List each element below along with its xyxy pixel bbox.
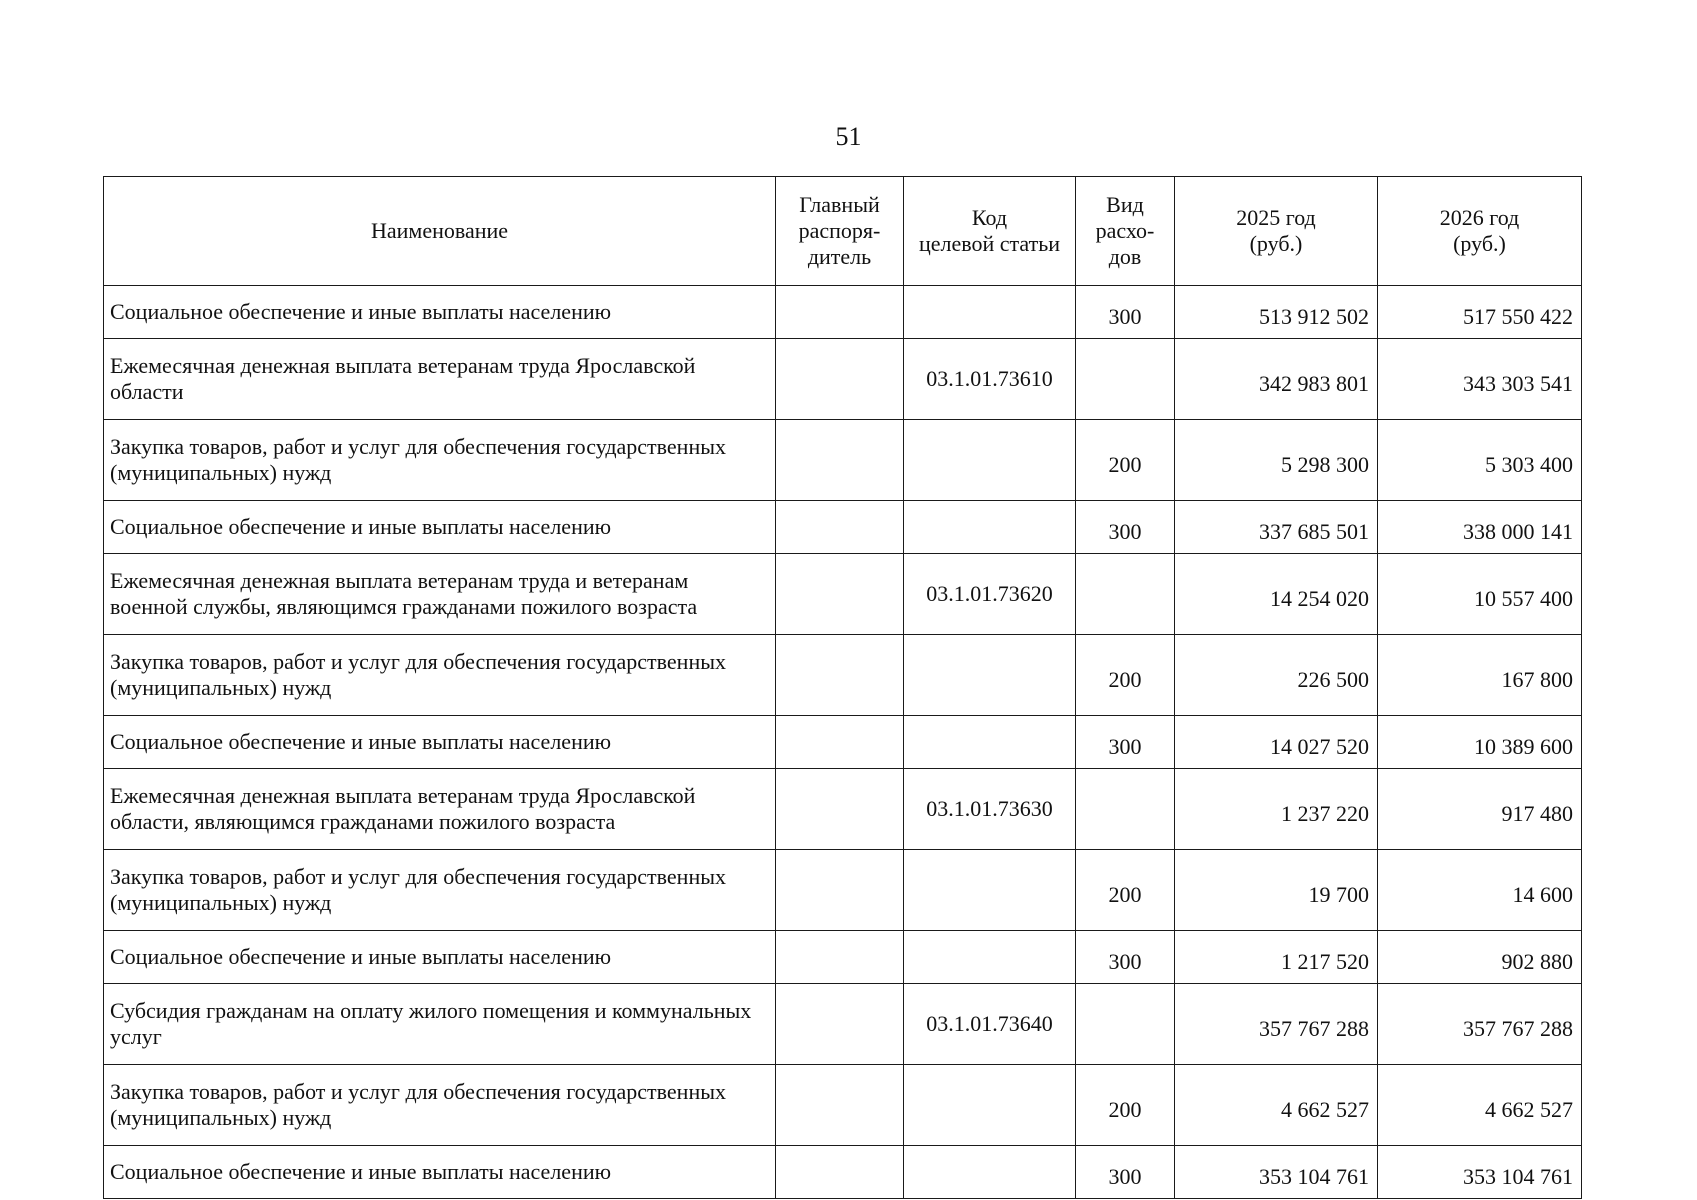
cell-code bbox=[904, 420, 1076, 501]
header-manager: Главный распоря- дитель bbox=[776, 177, 904, 286]
cell-kind bbox=[1076, 554, 1175, 635]
cell-amount-2025: 342 983 801 bbox=[1175, 339, 1378, 420]
cell-code bbox=[904, 635, 1076, 716]
cell-name: Закупка товаров, работ и услуг для обеспечения государственных (муниципальных) нужд bbox=[104, 1065, 776, 1146]
cell-name: Закупка товаров, работ и услуг для обеспечения государственных (муниципальных) нужд bbox=[104, 635, 776, 716]
cell-kind: 300 bbox=[1076, 716, 1175, 769]
cell-manager bbox=[776, 286, 904, 339]
cell-name: Социальное обеспечение и иные выплаты населению bbox=[104, 1146, 776, 1199]
cell-code: 03.1.01.73630 bbox=[904, 769, 1076, 850]
table-row bbox=[104, 554, 1582, 635]
cell-name: Закупка товаров, работ и услуг для обеспечения государственных (муниципальных) нужд bbox=[104, 850, 776, 931]
cell-kind: 300 bbox=[1076, 286, 1175, 339]
cell-amount-2026: 917 480 bbox=[1378, 769, 1582, 850]
cell-amount-2026: 517 550 422 bbox=[1378, 286, 1582, 339]
cell-kind: 200 bbox=[1076, 850, 1175, 931]
header-year-2025: 2025 год (руб.) bbox=[1175, 177, 1378, 286]
cell-manager bbox=[776, 850, 904, 931]
table-row bbox=[104, 1065, 1582, 1146]
cell-kind: 300 bbox=[1076, 501, 1175, 554]
cell-amount-2025: 337 685 501 bbox=[1175, 501, 1378, 554]
cell-amount-2026: 5 303 400 bbox=[1378, 420, 1582, 501]
cell-manager bbox=[776, 420, 904, 501]
cell-code: 03.1.01.73620 bbox=[904, 554, 1076, 635]
budget-table bbox=[103, 176, 1582, 1199]
cell-amount-2025: 226 500 bbox=[1175, 635, 1378, 716]
cell-manager bbox=[776, 339, 904, 420]
header-name: Наименование bbox=[104, 177, 776, 286]
cell-name: Социальное обеспечение и иные выплаты населению bbox=[104, 931, 776, 984]
cell-amount-2025: 5 298 300 bbox=[1175, 420, 1378, 501]
table-row bbox=[104, 635, 1582, 716]
cell-amount-2025: 14 254 020 bbox=[1175, 554, 1378, 635]
cell-name: Ежемесячная денежная выплата ветеранам труда Ярославской области, являющимся гражданами пожилого возраста bbox=[104, 769, 776, 850]
cell-manager bbox=[776, 1065, 904, 1146]
cell-name: Ежемесячная денежная выплата ветеранам труда и ветеранам военной службы, являющимся гражданами пожилого возраста bbox=[104, 554, 776, 635]
cell-code bbox=[904, 716, 1076, 769]
cell-manager bbox=[776, 716, 904, 769]
cell-kind: 300 bbox=[1076, 931, 1175, 984]
cell-amount-2025: 4 662 527 bbox=[1175, 1065, 1378, 1146]
cell-manager bbox=[776, 501, 904, 554]
cell-amount-2026: 357 767 288 bbox=[1378, 984, 1582, 1065]
header-code: Код целевой статьи bbox=[904, 177, 1076, 286]
table-body bbox=[104, 286, 1582, 1199]
cell-amount-2026: 343 303 541 bbox=[1378, 339, 1582, 420]
table-row bbox=[104, 1146, 1582, 1199]
table-header-row bbox=[104, 177, 1582, 286]
table-row bbox=[104, 931, 1582, 984]
cell-kind: 200 bbox=[1076, 420, 1175, 501]
page-number: 51 bbox=[835, 122, 862, 151]
cell-manager bbox=[776, 931, 904, 984]
cell-manager bbox=[776, 554, 904, 635]
cell-amount-2025: 353 104 761 bbox=[1175, 1146, 1378, 1199]
cell-kind: 300 bbox=[1076, 1146, 1175, 1199]
header-kind: Вид расхо- дов bbox=[1076, 177, 1175, 286]
table-row bbox=[104, 769, 1582, 850]
cell-amount-2025: 357 767 288 bbox=[1175, 984, 1378, 1065]
cell-amount-2026: 10 389 600 bbox=[1378, 716, 1582, 769]
cell-manager bbox=[776, 769, 904, 850]
cell-kind bbox=[1076, 984, 1175, 1065]
table-row bbox=[104, 420, 1582, 501]
cell-amount-2026: 167 800 bbox=[1378, 635, 1582, 716]
table-row bbox=[104, 286, 1582, 339]
table-row bbox=[104, 501, 1582, 554]
cell-amount-2025: 1 237 220 bbox=[1175, 769, 1378, 850]
header-year-2026: 2026 год (руб.) bbox=[1378, 177, 1582, 286]
cell-amount-2026: 902 880 bbox=[1378, 931, 1582, 984]
cell-code bbox=[904, 1065, 1076, 1146]
cell-amount-2025: 513 912 502 bbox=[1175, 286, 1378, 339]
cell-amount-2025: 1 217 520 bbox=[1175, 931, 1378, 984]
cell-name: Социальное обеспечение и иные выплаты населению bbox=[104, 501, 776, 554]
cell-name: Субсидия гражданам на оплату жилого помещения и коммунальных услуг bbox=[104, 984, 776, 1065]
table-row bbox=[104, 850, 1582, 931]
table-row bbox=[104, 716, 1582, 769]
cell-name: Социальное обеспечение и иные выплаты населению bbox=[104, 286, 776, 339]
cell-code: 03.1.01.73610 bbox=[904, 339, 1076, 420]
cell-manager bbox=[776, 635, 904, 716]
cell-amount-2025: 19 700 bbox=[1175, 850, 1378, 931]
cell-manager bbox=[776, 1146, 904, 1199]
cell-kind: 200 bbox=[1076, 635, 1175, 716]
cell-kind bbox=[1076, 769, 1175, 850]
cell-name: Ежемесячная денежная выплата ветеранам труда Ярославской области bbox=[104, 339, 776, 420]
cell-code bbox=[904, 850, 1076, 931]
cell-amount-2026: 14 600 bbox=[1378, 850, 1582, 931]
cell-code bbox=[904, 931, 1076, 984]
cell-code bbox=[904, 1146, 1076, 1199]
cell-amount-2026: 353 104 761 bbox=[1378, 1146, 1582, 1199]
cell-kind: 200 bbox=[1076, 1065, 1175, 1146]
cell-manager bbox=[776, 984, 904, 1065]
cell-code bbox=[904, 286, 1076, 339]
cell-name: Закупка товаров, работ и услуг для обеспечения государственных (муниципальных) нужд bbox=[104, 420, 776, 501]
cell-amount-2026: 4 662 527 bbox=[1378, 1065, 1582, 1146]
cell-code bbox=[904, 501, 1076, 554]
table-row bbox=[104, 984, 1582, 1065]
cell-amount-2026: 10 557 400 bbox=[1378, 554, 1582, 635]
cell-kind bbox=[1076, 339, 1175, 420]
cell-amount-2025: 14 027 520 bbox=[1175, 716, 1378, 769]
cell-code: 03.1.01.73640 bbox=[904, 984, 1076, 1065]
cell-name: Социальное обеспечение и иные выплаты населению bbox=[104, 716, 776, 769]
table-row bbox=[104, 339, 1582, 420]
cell-amount-2026: 338 000 141 bbox=[1378, 501, 1582, 554]
